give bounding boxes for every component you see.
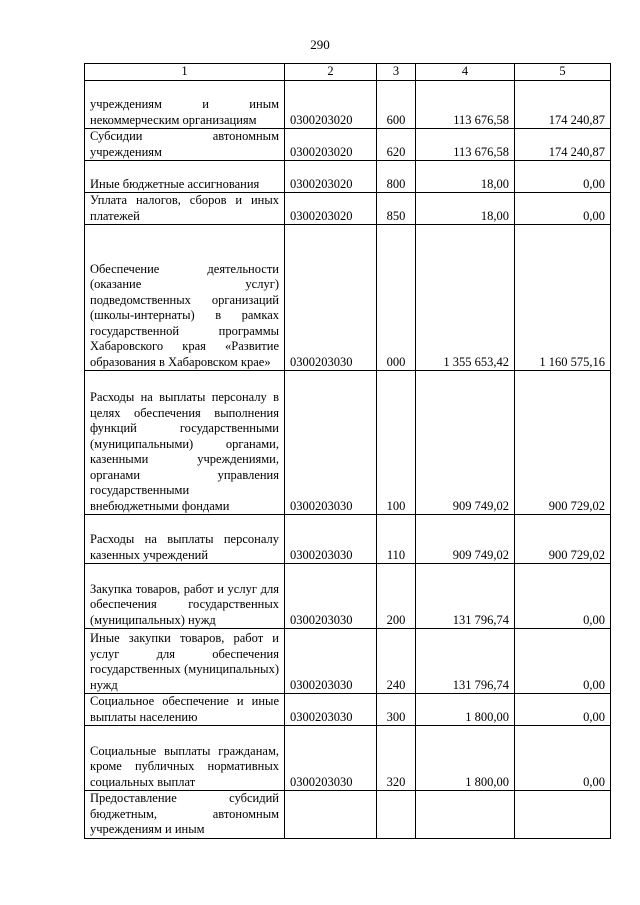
row-name: Закупка товаров, работ и услуг для обеспечения государственных (муниципальных) нужд xyxy=(85,564,285,629)
row-name: Иные закупки товаров, работ и услуг для обеспечения государственных (муниципальных) нужд xyxy=(85,629,285,694)
table-header-row xyxy=(85,64,611,81)
row-amount-2: 900 729,02 xyxy=(515,371,611,515)
row-name: Расходы на выплаты персоналу в целях обеспечения выполнения функций государственными (муниципальными) органами, казенными учреждениями, органами управления государственными внебюджетными фондами xyxy=(85,371,285,515)
row-name: Иные бюджетные ассигнования xyxy=(85,161,285,193)
row-name: Уплата налогов, сборов и иных платежей xyxy=(85,193,285,225)
row-amount-2 xyxy=(515,791,611,839)
table-row xyxy=(85,161,611,193)
row-amount-2: 900 729,02 xyxy=(515,515,611,564)
table-row xyxy=(85,81,611,129)
row-amount-2: 0,00 xyxy=(515,161,611,193)
row-expense-type: 850 xyxy=(377,193,416,225)
row-target-code: 0300203030 xyxy=(285,629,377,694)
row-amount-2: 0,00 xyxy=(515,193,611,225)
row-amount-1: 131 796,74 xyxy=(416,629,515,694)
row-target-code: 0300203030 xyxy=(285,515,377,564)
row-target-code: 0300203020 xyxy=(285,161,377,193)
column-header: 5 xyxy=(515,64,611,81)
row-amount-1: 113 676,58 xyxy=(416,81,515,129)
table-row xyxy=(85,564,611,629)
row-expense-type: 800 xyxy=(377,161,416,193)
row-target-code: 0300203020 xyxy=(285,129,377,161)
row-target-code: 0300203020 xyxy=(285,193,377,225)
row-name: Социальное обеспечение и иные выплаты населению xyxy=(85,694,285,726)
column-header: 1 xyxy=(85,64,285,81)
budget-table xyxy=(84,63,611,839)
row-amount-1 xyxy=(416,791,515,839)
row-name: Обеспечение деятельности (оказание услуг) подведомственных организаций (школы-интернаты) в рамках государственной программы Хабаровского края «Развитие образования в Хабаровском крае» xyxy=(85,225,285,371)
row-expense-type: 000 xyxy=(377,225,416,371)
row-expense-type: 320 xyxy=(377,726,416,791)
table-row xyxy=(85,371,611,515)
row-expense-type: 620 xyxy=(377,129,416,161)
table-row xyxy=(85,791,611,839)
table-row xyxy=(85,225,611,371)
row-amount-1: 131 796,74 xyxy=(416,564,515,629)
row-amount-2: 0,00 xyxy=(515,629,611,694)
row-amount-1: 1 800,00 xyxy=(416,726,515,791)
row-amount-1: 1 355 653,42 xyxy=(416,225,515,371)
row-amount-1: 1 800,00 xyxy=(416,694,515,726)
row-amount-2: 0,00 xyxy=(515,564,611,629)
table-row xyxy=(85,726,611,791)
row-amount-2: 1 160 575,16 xyxy=(515,225,611,371)
row-target-code: 0300203030 xyxy=(285,694,377,726)
row-amount-1: 909 749,02 xyxy=(416,515,515,564)
row-expense-type: 600 xyxy=(377,81,416,129)
row-name: Расходы на выплаты персоналу казенных учреждений xyxy=(85,515,285,564)
row-amount-1: 113 676,58 xyxy=(416,129,515,161)
row-amount-2: 0,00 xyxy=(515,694,611,726)
row-expense-type: 100 xyxy=(377,371,416,515)
row-amount-1: 18,00 xyxy=(416,161,515,193)
row-target-code: 0300203030 xyxy=(285,225,377,371)
row-name: Социальные выплаты гражданам, кроме публичных нормативных социальных выплат xyxy=(85,726,285,791)
row-amount-1: 909 749,02 xyxy=(416,371,515,515)
table-row xyxy=(85,193,611,225)
table-row xyxy=(85,694,611,726)
row-expense-type: 200 xyxy=(377,564,416,629)
column-header: 4 xyxy=(416,64,515,81)
column-header: 3 xyxy=(377,64,416,81)
table-row xyxy=(85,129,611,161)
row-expense-type: 110 xyxy=(377,515,416,564)
row-expense-type xyxy=(377,791,416,839)
row-amount-2: 174 240,87 xyxy=(515,129,611,161)
page-number: 290 xyxy=(310,37,330,52)
row-target-code: 0300203030 xyxy=(285,371,377,515)
row-target-code xyxy=(285,791,377,839)
column-header: 2 xyxy=(285,64,377,81)
row-amount-2: 0,00 xyxy=(515,726,611,791)
row-target-code: 0300203030 xyxy=(285,726,377,791)
row-name: Предоставление субсидий бюджетным, автономным учреждениям и иным xyxy=(85,791,285,839)
row-expense-type: 240 xyxy=(377,629,416,694)
row-amount-2: 174 240,87 xyxy=(515,81,611,129)
row-amount-1: 18,00 xyxy=(416,193,515,225)
row-name: учреждениям и иным некоммерческим организациям xyxy=(85,81,285,129)
table-row xyxy=(85,629,611,694)
table-row xyxy=(85,515,611,564)
row-expense-type: 300 xyxy=(377,694,416,726)
row-target-code: 0300203020 xyxy=(285,81,377,129)
row-name: Субсидии автономным учреждениям xyxy=(85,129,285,161)
row-target-code: 0300203030 xyxy=(285,564,377,629)
